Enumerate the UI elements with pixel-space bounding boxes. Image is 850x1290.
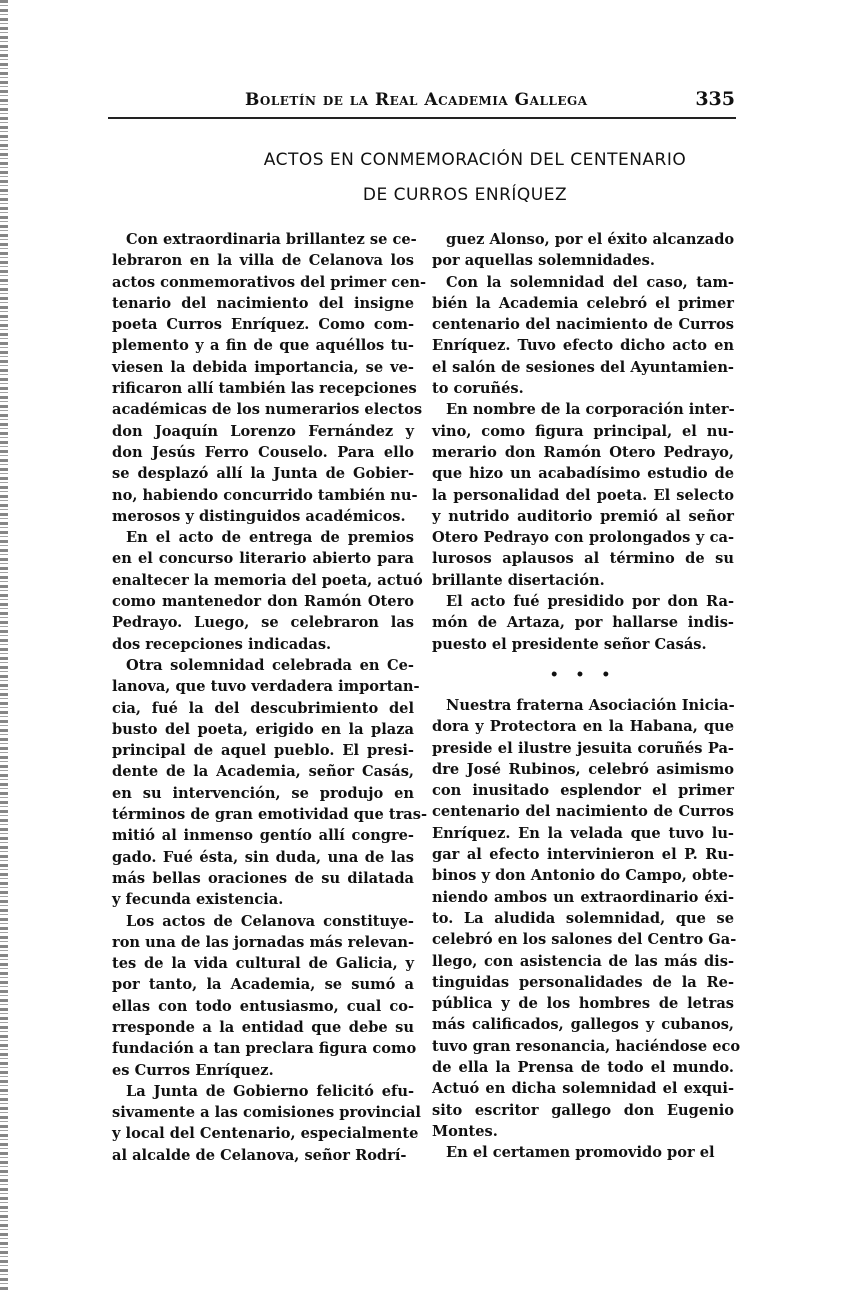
paragraph	[432, 695, 741, 1142]
text-line: tes de la vida cultural de Galicia, y	[112, 955, 414, 973]
text-line: mitió al inmenso gentío allí congre-	[112, 827, 414, 845]
text-line: don Joaquín Lorenzo Fernández y	[112, 422, 414, 440]
right-column-top	[432, 229, 734, 655]
left-column	[112, 229, 428, 1166]
text-line: preside el ilustre jesuita coruñés Pa-	[432, 739, 734, 757]
text-line: en el concurso literario abierto para	[112, 550, 414, 568]
text-line: En nombre de la corporación inter-	[446, 401, 735, 419]
text-line: enaltecer la memoria del poeta, actuó	[112, 571, 423, 589]
section-separator: • • •	[549, 666, 617, 683]
text-line: por tanto, la Academia, se sumó a	[112, 976, 414, 994]
text-line: cia, fué la del descubrimiento del	[112, 699, 414, 717]
text-line: Con extraordinaria brillantez se ce-	[126, 231, 417, 248]
header-rule	[108, 117, 736, 119]
text-line: merario don Ramón Otero Pedrayo,	[432, 443, 734, 461]
right-column-bottom	[432, 695, 741, 1164]
text-line: actos conmemorativos del primer cen-	[112, 273, 427, 291]
text-line: Montes.	[432, 1122, 498, 1140]
text-line: món de Artaza, por hallarse indis-	[432, 614, 734, 632]
text-line: sivamente a las comisiones provincial	[112, 1104, 421, 1122]
text-line: con inusitado esplendor el primer	[432, 782, 734, 800]
text-line: puesto el presidente señor Casás.	[432, 635, 707, 653]
text-line: binos y don Antonio do Campo, obte-	[432, 867, 734, 885]
text-line: y nutrido auditorio premió al señor	[432, 507, 734, 525]
text-line: por aquellas solemnidades.	[432, 252, 655, 270]
text-line: celebró en los salones del Centro Ga-	[432, 931, 737, 949]
text-line: vino, como figura principal, el nu-	[432, 422, 734, 440]
text-line: que hizo un acabadísimo estudio de	[432, 465, 734, 483]
text-line: tinguidas personalidades de la Re-	[432, 973, 734, 991]
text-line: sito escritor gallego don Eugenio	[432, 1101, 734, 1119]
right-column	[432, 229, 741, 1163]
article-title-line-2: DE CURROS ENRÍQUEZ	[362, 185, 568, 205]
text-line: fundación a tan preclara figura como	[112, 1040, 417, 1058]
text-line: Otra solemnidad celebrada en Ce-	[126, 656, 414, 674]
text-line: El acto fué presidido por don Ra-	[446, 593, 734, 611]
text-line: tenario del nacimiento del insigne	[112, 294, 414, 312]
text-line: centenario del nacimiento de Curros	[432, 803, 734, 821]
text-line: términos de gran emotividad que tras-	[112, 806, 428, 824]
paragraph	[112, 527, 423, 655]
text-line: lanova, que tuvo verdadera importan-	[112, 678, 420, 696]
text-line: rresponde a la entidad que debe su	[112, 1018, 414, 1036]
text-line: bién la Academia celebró el primer	[432, 294, 734, 312]
paragraph	[112, 1081, 421, 1166]
text-line: busto del poeta, erigido en la plaza	[112, 720, 414, 738]
text-line: y local del Centenario, especialmente	[112, 1125, 419, 1143]
text-line: ellas con todo entusiasmo, cual co-	[112, 997, 414, 1015]
text-line: dos recepciones indicadas.	[112, 635, 332, 653]
text-line: más bellas oraciones de su dilatada	[112, 869, 414, 887]
text-line: rificaron allí también las recepciones	[112, 380, 417, 398]
text-line: Enríquez. En la velada que tuvo lu-	[432, 824, 734, 842]
text-line: principal de aquel pueblo. El presi-	[112, 742, 414, 760]
text-line: viesen la debida importancia, se ve-	[112, 358, 414, 376]
paragraph	[112, 655, 428, 911]
text-line: brillante disertación.	[432, 571, 605, 589]
text-line: Nuestra fraterna Asociación Inicia-	[446, 696, 735, 714]
text-line: dre José Rubinos, celebró asimismo	[432, 760, 734, 778]
text-line: don Jesús Ferro Couselo. Para ello	[112, 443, 414, 461]
paragraph	[112, 229, 427, 527]
text-line: Los actos de Celanova constituye-	[126, 912, 414, 930]
text-line: En el certamen promovido por el	[446, 1144, 715, 1162]
paragraph	[432, 399, 734, 591]
text-line: dora y Protectora en la Habana, que	[432, 718, 734, 736]
text-line: poeta Curros Enríquez. Como com-	[112, 316, 414, 334]
text-line: ron una de las jornadas más relevan-	[112, 933, 415, 951]
text-line: al alcalde de Celanova, señor Rodrí-	[112, 1146, 407, 1164]
article-title-line-1: ACTOS EN CONMEMORACIÓN DEL CENTENARIO	[263, 150, 687, 170]
paragraph	[432, 1142, 734, 1163]
text-line: el salón de sesiones del Ayuntamien-	[432, 358, 734, 376]
text-line: plemento y a fin de que aquéllos tu-	[112, 337, 414, 355]
text-line: Con la solemnidad del caso, tam-	[446, 273, 734, 291]
text-line: centenario del nacimiento de Curros	[432, 316, 734, 334]
text-line: es Curros Enríquez.	[112, 1061, 274, 1079]
text-line: Pedrayo. Luego, se celebraron las	[112, 614, 414, 632]
text-line: gar al efecto intervinieron el P. Ru-	[432, 846, 734, 864]
text-line: más calificados, gallegos y cubanos,	[432, 1016, 734, 1034]
text-line: se desplazó allí la Junta de Gobier-	[112, 465, 414, 483]
text-line: En el acto de entrega de premios	[126, 529, 414, 547]
journal-title: Boletín de la Real Academia Gallega	[245, 90, 588, 110]
text-line: gado. Fué ésta, sin duda, una de las	[112, 848, 414, 866]
page-number: 335	[695, 88, 735, 110]
text-line: académicas de los numerarios electos	[112, 401, 423, 419]
paragraph	[432, 591, 734, 655]
text-line: Otero Pedrayo con prolongados y ca-	[432, 529, 734, 547]
text-line: no, habiendo concurrido también nu-	[112, 486, 418, 504]
running-header	[245, 88, 735, 118]
scan-binding-edge	[0, 0, 8, 1290]
text-line: to. La aludida solemnidad, que se	[432, 909, 734, 927]
text-line: como mantenedor don Ramón Otero	[112, 593, 414, 611]
text-line: niendo ambos un extraordinario éxi-	[432, 888, 734, 906]
text-line: de ella la Prensa de todo el mundo.	[432, 1058, 734, 1076]
text-line: lurosos aplausos al término de su	[432, 550, 734, 568]
paragraph	[112, 911, 417, 1081]
text-line: y fecunda existencia.	[112, 891, 284, 909]
text-line: tuvo gran resonancia, haciéndose eco	[432, 1037, 741, 1055]
paragraph	[432, 272, 734, 400]
text-line: Enríquez. Tuvo efecto dicho acto en	[432, 337, 734, 355]
text-line: to coruñés.	[432, 380, 524, 398]
text-line: pública y de los hombres de letras	[432, 995, 734, 1013]
text-line: Actuó en dicha solemnidad el exqui-	[432, 1080, 734, 1098]
text-line: La Junta de Gobierno felicitó efu-	[126, 1082, 414, 1100]
text-line: dente de la Academia, señor Casás,	[112, 763, 414, 781]
text-line: en su intervención, se produjo en	[112, 784, 414, 802]
text-line: lebraron en la villa de Celanova los	[112, 252, 414, 270]
paragraph	[432, 229, 734, 272]
text-line: guez Alonso, por el éxito alcanzado	[446, 231, 735, 248]
text-line: llego, con asistencia de las más dis-	[432, 952, 734, 970]
text-line: la personalidad del poeta. El selecto	[432, 486, 734, 504]
text-line: merosos y distinguidos académicos.	[112, 507, 406, 525]
